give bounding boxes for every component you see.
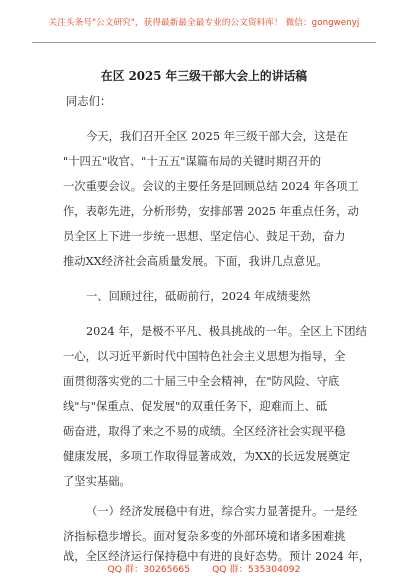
body-line: 推动XX经济社会高质量发展。下面，我讲几点意见。 [63, 255, 328, 268]
document-title: 在区 2025 年三级干部大会上的讲话稿 [100, 69, 308, 83]
body-line: 一心，以习近平新时代中国特色社会主义思想为指导，全 [63, 350, 346, 363]
body-line: 济指标稳步增长。面对复杂多变的外部环境和诸多困难挑 [63, 530, 346, 543]
body-line: 砺奋进，取得了来之不易的成绩。全区经济社会实现平稳 [63, 425, 346, 438]
body-line: 今天，我们召开全区 2025 年三级干部大会，这是在 [86, 130, 348, 143]
promo-header: 关注头条号"公文研究"，获得最新最全最专业的公文资料库！ 微信：gongwenyj [48, 18, 360, 28]
qq-group-1: QQ 群：30265665 [107, 564, 191, 575]
qq-group-2: QQ 群：535304092 [212, 564, 301, 575]
body-line: 了坚实基础。 [63, 475, 131, 488]
body-line: 作，表彰先进，分析形势，安排部署 2025 年重点任务，动 [63, 205, 359, 218]
section-heading: 一、回顾过往，砥砺前行，2024 年成绩斐然 [86, 290, 311, 303]
body-line: 健康发展，多项工作取得显著成效，为XX的长远发展奠定 [63, 450, 351, 463]
body-line: 2024 年，是极不平凡、极具挑战的一年。全区上下团结 [86, 325, 367, 338]
body-line: 员全区上下进一步统一思想、坚定信心、鼓足干劲，奋力 [63, 230, 346, 243]
header-divider [32, 42, 376, 43]
subsection-line: （一）经济发展稳中有进，综合实力显著提升。一是经 [86, 505, 358, 518]
body-line: 线"与"保重点、促发展"的双重任务下，迎难而上、砥 [63, 400, 328, 413]
body-line: 战，全区经济运行保持稳中有进的良好态势。预计 2024 年， [63, 550, 371, 563]
contact-footer [0, 561, 408, 575]
salutation: 同志们： [66, 95, 112, 108]
body-line: 一次重要会议。会议的主要任务是回顾总结 2024 年各项工 [63, 180, 359, 193]
body-line: "十四五"收官、"十五五"谋篇布局的关键时期召开的 [63, 155, 322, 168]
body-line: 面贯彻落实党的二十届三中全会精神，在"防风险、守底 [63, 375, 340, 388]
